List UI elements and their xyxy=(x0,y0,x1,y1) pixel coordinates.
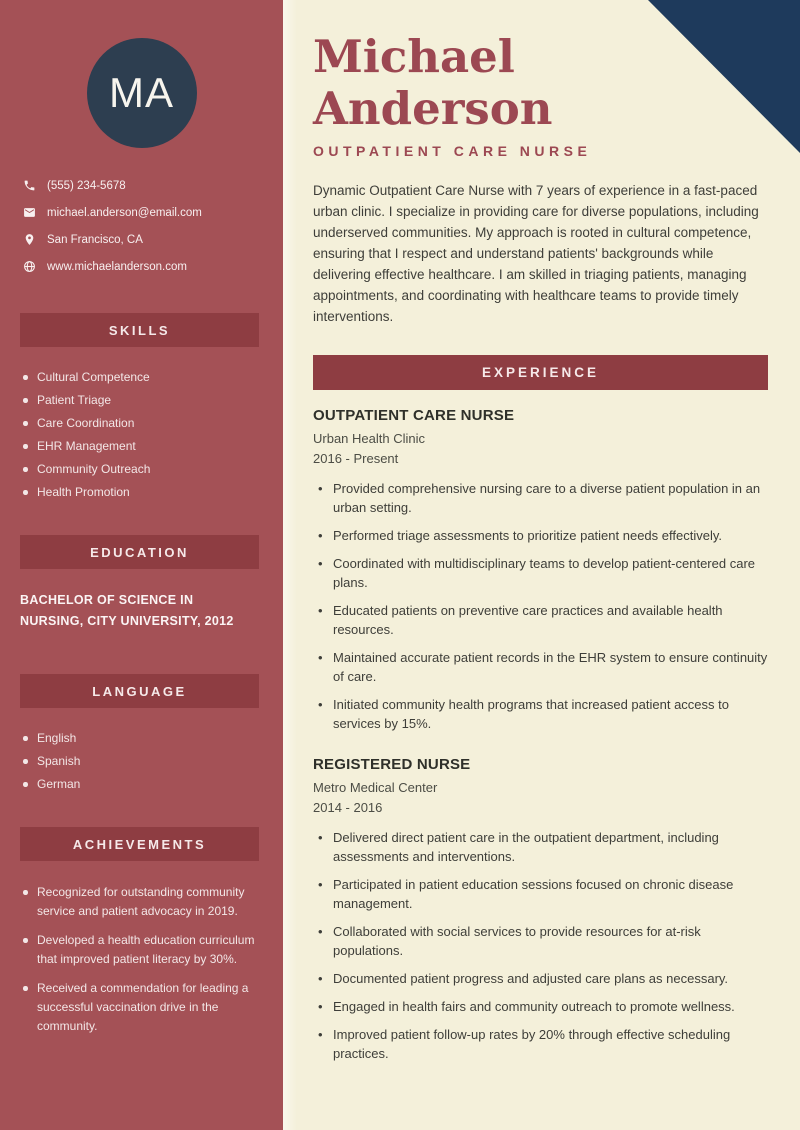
education-degree: BACHELOR OF SCIENCE IN NURSING, CITY UNIVERSITY, 2012 xyxy=(20,593,234,628)
phone-icon xyxy=(23,179,36,192)
skills-title: SKILLS xyxy=(108,322,171,338)
achievement-item: Recognized for outstanding community service and patient advocacy in 2019. xyxy=(20,883,259,921)
job-bullet: • Collaborated with social services to provide resources for at-risk populations. xyxy=(313,922,768,960)
job-entry-1 xyxy=(313,407,768,733)
job-bullet: • Coordinated with multidisciplinary teams to develop patient-centered care plans. xyxy=(313,554,768,592)
email-address: michael.anderson@email.com xyxy=(47,206,202,219)
achievement-item: Received a commendation for leading a successful vaccination drive in the community. xyxy=(20,979,259,1036)
main-column xyxy=(283,0,800,1130)
job-dates: 2014 - 2016 xyxy=(313,799,383,815)
language-item: German xyxy=(20,776,259,792)
skill-item: Community Outreach xyxy=(20,461,259,477)
achievements-list xyxy=(20,883,259,1036)
email-icon xyxy=(23,206,36,219)
language-section-header xyxy=(20,674,259,708)
job-bullet: • Improved patient follow-up rates by 20% through effective scheduling practices. xyxy=(313,1025,768,1063)
job-title: REGISTERED NURSE xyxy=(313,755,471,773)
skill-item: Patient Triage xyxy=(20,392,259,408)
sidebar xyxy=(0,0,283,1130)
location-text: San Francisco, CA xyxy=(47,233,143,246)
avatar-initials: MA xyxy=(109,69,174,116)
job-title: OUTPATIENT CARE NURSE xyxy=(313,406,515,424)
job-bullet-list xyxy=(313,479,768,733)
job-bullet: • Engaged in health fairs and community outreach to promote wellness. xyxy=(313,997,768,1016)
language-item: English xyxy=(20,730,259,746)
job-dates: 2016 - Present xyxy=(313,450,399,466)
job-company: Metro Medical Center xyxy=(313,779,438,795)
skill-item: Health Promotion xyxy=(20,484,259,500)
language-item: Spanish xyxy=(20,753,259,769)
avatar xyxy=(87,38,197,148)
contact-location xyxy=(20,233,261,246)
contact-website xyxy=(20,260,261,273)
language-list xyxy=(20,730,259,792)
achievements-section-header xyxy=(20,827,259,861)
achievements-title: ACHIEVEMENTS xyxy=(72,836,207,852)
job-bullet: • Performed triage assessments to prioritize patient needs effectively. xyxy=(313,526,768,545)
contact-block xyxy=(20,179,261,273)
language-title: LANGUAGE xyxy=(92,683,187,699)
experience-title: EXPERIENCE xyxy=(481,364,600,380)
job-bullet: • Educated patients on preventive care practices and available health resources. xyxy=(313,601,768,639)
education-title: EDUCATION xyxy=(90,544,189,560)
job-bullet-list xyxy=(313,828,768,1063)
job-bullet: • Initiated community health programs that increased patient access to services by 15%. xyxy=(313,695,768,733)
profile-summary: Dynamic Outpatient Care Nurse with 7 years of experience in a fast-paced urban clinic. I specialize in providing care for diverse populations, including underserved communities. My approach is rooted in cultural competence, ensuring that I respect and understand patients' backgrounds while delivering effective healthcare. I am skilled in triaging patients, managing appointments, and coordinating with healthcare teams to provide timely interventions. xyxy=(313,182,759,324)
website-url: www.michaelanderson.com xyxy=(47,260,187,273)
candidate-name: Michael Anderson xyxy=(313,30,553,135)
skills-list xyxy=(20,369,259,500)
skill-item: Care Coordination xyxy=(20,415,259,431)
location-icon xyxy=(23,233,36,246)
skill-item: EHR Management xyxy=(20,438,259,454)
job-bullet: • Documented patient progress and adjusted care plans as necessary. xyxy=(313,969,768,988)
contact-email xyxy=(20,206,261,219)
skill-item: Cultural Competence xyxy=(20,369,259,385)
job-company: Urban Health Clinic xyxy=(313,430,425,446)
phone-number: (555) 234-5678 xyxy=(47,179,126,192)
skills-section-header xyxy=(20,313,259,347)
job-bullet: • Maintained accurate patient records in the EHR system to ensure continuity of care. xyxy=(313,648,768,686)
experience-section-header xyxy=(313,355,768,390)
contact-phone xyxy=(20,179,261,192)
job-bullet: • Participated in patient education sessions focused on chronic disease management. xyxy=(313,875,768,913)
candidate-role: OUTPATIENT CARE NURSE xyxy=(313,142,592,159)
job-bullet: • Delivered direct patient care in the outpatient department, including assessments and interventions. xyxy=(313,828,768,866)
job-entry-2 xyxy=(313,756,768,1063)
job-bullet: • Provided comprehensive nursing care to a diverse patient population in an urban setting. xyxy=(313,479,768,517)
globe-icon xyxy=(23,260,36,273)
education-section-header xyxy=(20,535,259,569)
achievement-item: Developed a health education curriculum that improved patient literacy by 30%. xyxy=(20,931,259,969)
